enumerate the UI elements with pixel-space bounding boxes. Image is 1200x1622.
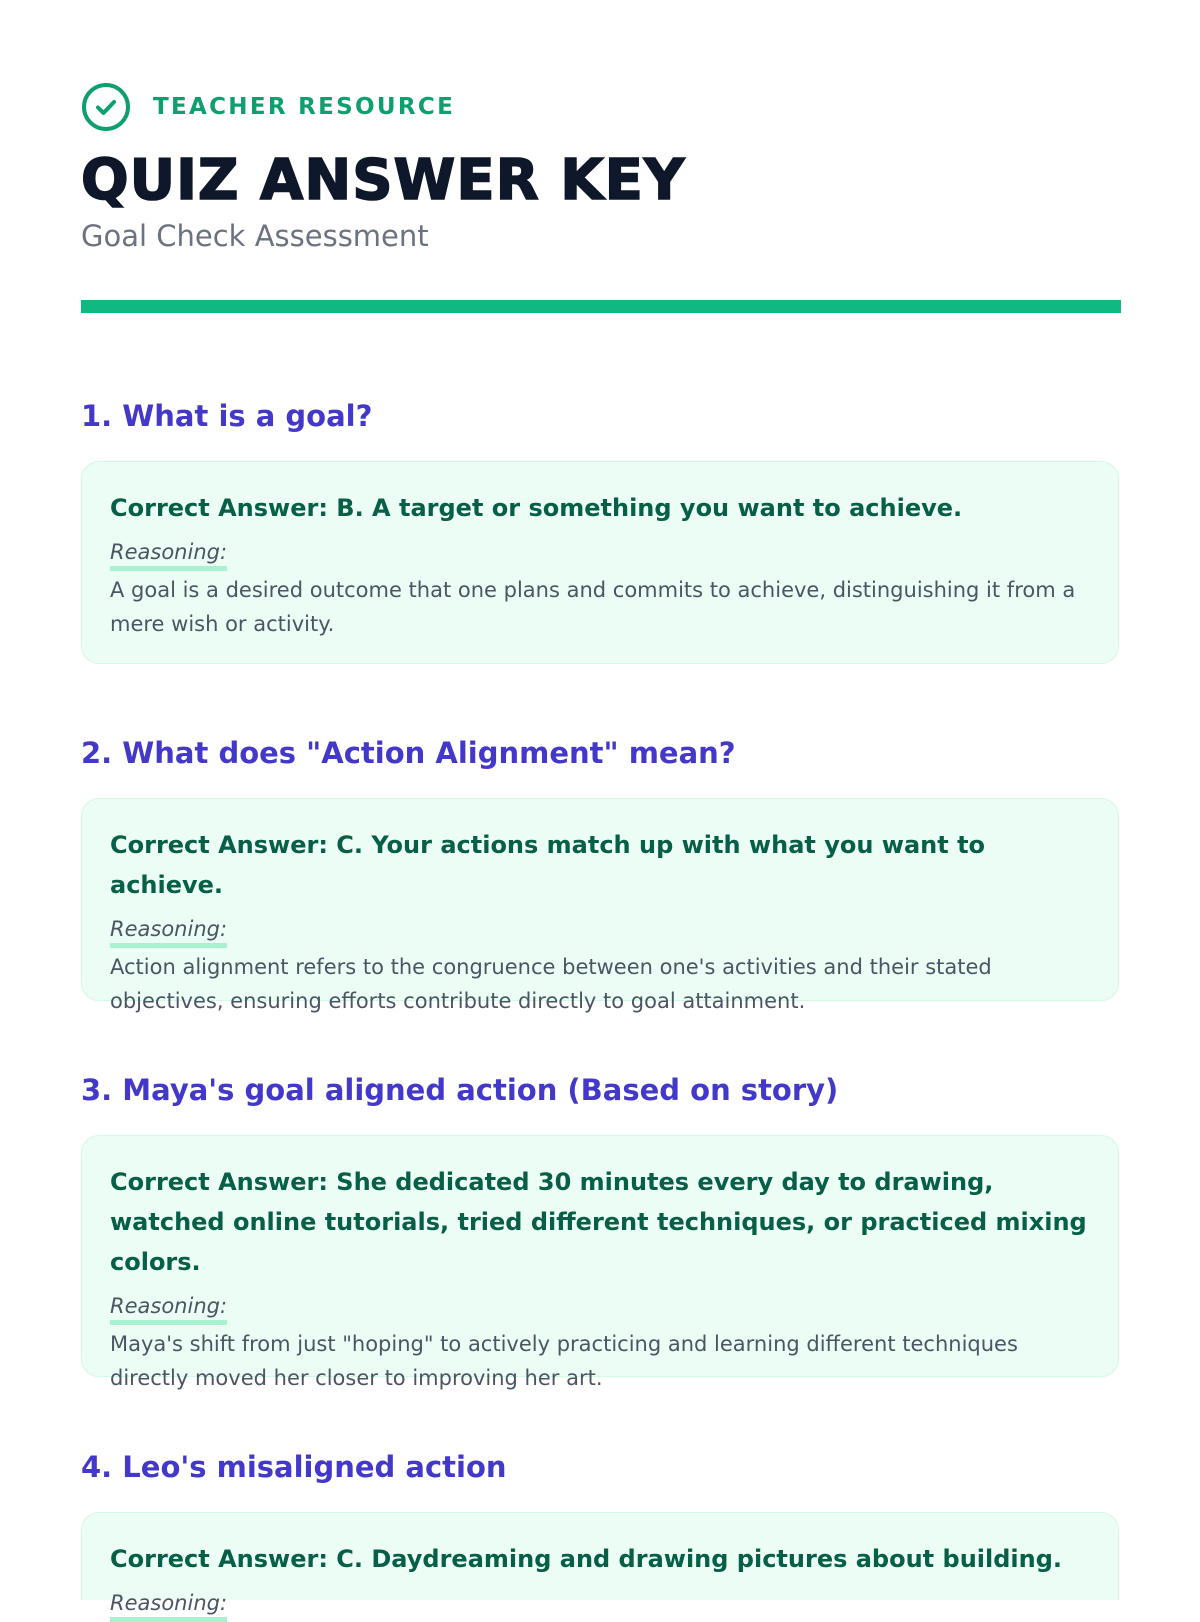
page-title: QUIZ ANSWER KEY	[81, 148, 686, 213]
question-title: 4. Leo's misaligned action	[81, 1450, 507, 1484]
check-circle-icon	[81, 82, 131, 132]
question-3	[81, 1070, 1121, 1390]
question-title: 1. What is a goal?	[81, 399, 373, 433]
reasoning-label: Reasoning:	[110, 538, 227, 571]
question-4	[81, 1447, 1121, 1615]
question-title: 3. Maya's goal aligned action (Based on story)	[81, 1073, 839, 1107]
question-1	[81, 396, 1121, 636]
eyebrow-label: TEACHER RESOURCE	[153, 94, 456, 120]
answer-card	[81, 1135, 1119, 1390]
correct-answer: Correct Answer: C. Your actions match up with what you want to achieve.	[110, 831, 986, 899]
correct-answer: Correct Answer: B. A target or something you want to achieve.	[110, 494, 963, 522]
answer-card	[81, 1512, 1119, 1615]
reasoning-text: Maya's shift from just "hoping" to actively practicing and learning different techniques directly moved her closer to improving her art.	[110, 1332, 1018, 1390]
correct-answer: Correct Answer: She dedicated 30 minutes every day to drawing, watched online tutorials, tried different techniques, or practiced mixing colors.	[110, 1168, 1087, 1276]
reasoning-label: Reasoning:	[110, 1589, 227, 1622]
answer-card	[81, 461, 1119, 664]
reasoning-label: Reasoning:	[110, 1292, 227, 1325]
reasoning-label: Reasoning:	[110, 915, 227, 948]
page-subtitle: Goal Check Assessment	[81, 219, 429, 253]
question-title: 2. What does "Action Alignment" mean?	[81, 736, 736, 770]
question-2	[81, 733, 1121, 1013]
header-divider	[81, 300, 1121, 313]
reasoning-text: Action alignment refers to the congruence between one's activities and their stated objectives, ensuring efforts contribute directly to goal attainment.	[110, 955, 992, 1013]
reasoning-text: A goal is a desired outcome that one plans and commits to achieve, distinguishing it from a mere wish or activity.	[110, 578, 1076, 636]
answer-card	[81, 798, 1119, 1013]
correct-answer: Correct Answer: C. Daydreaming and drawing pictures about building.	[110, 1545, 1063, 1573]
eyebrow	[81, 82, 455, 132]
